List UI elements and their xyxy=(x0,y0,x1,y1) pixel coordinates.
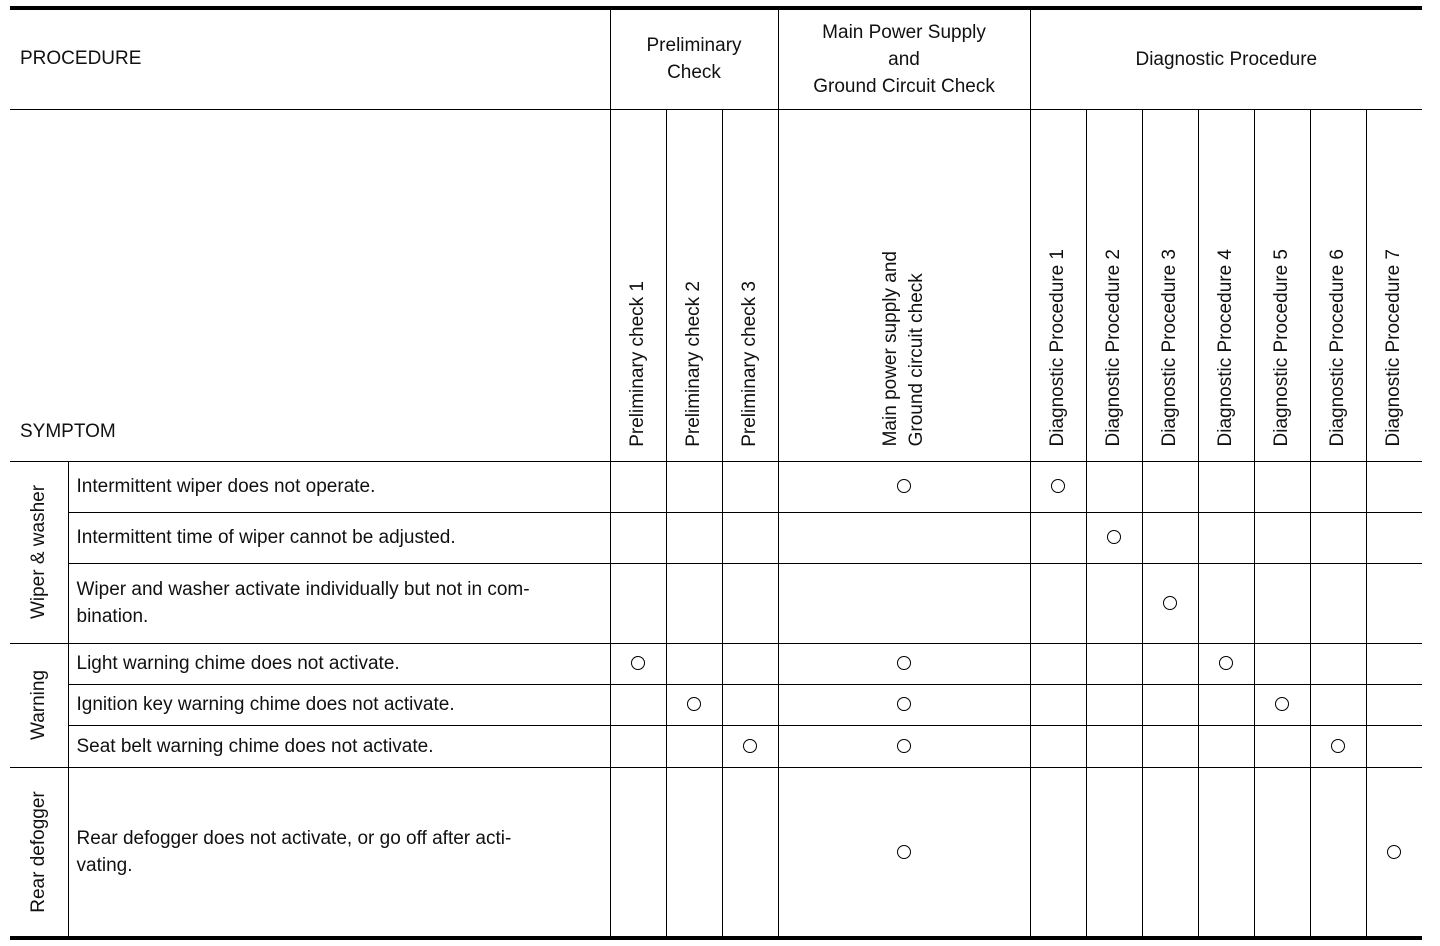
column-header-row xyxy=(10,109,1422,461)
column-header-dp4 xyxy=(1198,109,1254,461)
circle-mark-icon xyxy=(897,697,911,711)
check-cell xyxy=(1030,461,1086,512)
check-cell xyxy=(1310,563,1366,643)
check-cell xyxy=(1086,767,1142,938)
table-row xyxy=(10,643,1422,684)
check-cell xyxy=(1030,563,1086,643)
circle-mark-icon xyxy=(1219,656,1233,670)
circle-mark-icon xyxy=(1107,530,1121,544)
check-cell xyxy=(1142,767,1198,938)
circle-mark-icon xyxy=(1331,739,1345,753)
preliminary-check-header: Preliminary Check xyxy=(610,8,778,109)
check-cell xyxy=(722,643,778,684)
check-cell xyxy=(1030,643,1086,684)
column-header-dp1 xyxy=(1030,109,1086,461)
check-cell xyxy=(1198,643,1254,684)
column-header-label: Diagnostic Procedure 5 xyxy=(1271,249,1293,447)
check-cell xyxy=(1310,461,1366,512)
check-cell xyxy=(778,563,1030,643)
check-cell xyxy=(610,461,666,512)
column-header-dp2 xyxy=(1086,109,1142,461)
check-cell xyxy=(1030,767,1086,938)
symptom-cell: Rear defogger does not activate, or go off after acti- vating. xyxy=(68,767,610,938)
group-label-text: Rear defogger xyxy=(27,791,49,913)
column-header-label: Diagnostic Procedure 4 xyxy=(1215,249,1237,447)
check-cell xyxy=(1142,684,1198,725)
symptom-cell: Ignition key warning chime does not activate. xyxy=(68,684,610,725)
column-header-label: Diagnostic Procedure 1 xyxy=(1047,249,1069,447)
procedure-label: PROCEDURE xyxy=(10,8,610,109)
check-cell xyxy=(1254,643,1310,684)
table-row xyxy=(10,767,1422,938)
column-header-label: Preliminary check 3 xyxy=(739,280,761,447)
column-header-dp5 xyxy=(1254,109,1310,461)
group-label-text: Warning xyxy=(27,669,49,741)
table-row xyxy=(10,461,1422,512)
check-cell xyxy=(666,563,722,643)
check-cell xyxy=(778,684,1030,725)
check-cell xyxy=(1366,512,1422,563)
check-cell xyxy=(610,767,666,938)
symptom-cell: Wiper and washer activate individually but not in com- bination. xyxy=(68,563,610,643)
check-cell xyxy=(1198,684,1254,725)
check-cell xyxy=(1142,461,1198,512)
check-cell xyxy=(722,684,778,725)
check-cell xyxy=(1086,461,1142,512)
column-header-dp3 xyxy=(1142,109,1198,461)
check-cell xyxy=(1142,725,1198,767)
check-cell xyxy=(1366,684,1422,725)
symptom-label: SYMPTOM xyxy=(10,109,610,461)
check-cell xyxy=(610,563,666,643)
column-header-dp7 xyxy=(1366,109,1422,461)
check-cell xyxy=(1086,725,1142,767)
check-cell xyxy=(610,684,666,725)
check-cell xyxy=(778,461,1030,512)
check-cell xyxy=(722,461,778,512)
check-cell xyxy=(1254,461,1310,512)
group-label-wiper xyxy=(10,461,68,643)
check-cell xyxy=(666,512,722,563)
check-cell xyxy=(1310,643,1366,684)
check-cell xyxy=(722,767,778,938)
check-cell xyxy=(1254,512,1310,563)
check-cell xyxy=(722,563,778,643)
check-cell xyxy=(1030,725,1086,767)
check-cell xyxy=(1254,767,1310,938)
check-cell xyxy=(778,767,1030,938)
check-cell xyxy=(1198,767,1254,938)
check-cell xyxy=(1086,512,1142,563)
check-cell xyxy=(666,725,722,767)
check-cell xyxy=(722,512,778,563)
check-cell xyxy=(1086,684,1142,725)
check-cell xyxy=(1086,643,1142,684)
circle-mark-icon xyxy=(1163,596,1177,610)
column-header-dp6 xyxy=(1310,109,1366,461)
symptom-cell: Intermittent time of wiper cannot be adjusted. xyxy=(68,512,610,563)
column-header-label: Preliminary check 2 xyxy=(683,280,704,447)
check-cell xyxy=(666,684,722,725)
check-cell xyxy=(1198,512,1254,563)
check-cell xyxy=(1310,725,1366,767)
check-cell xyxy=(1030,684,1086,725)
check-cell xyxy=(1086,563,1142,643)
table-row xyxy=(10,563,1422,643)
check-cell xyxy=(1366,725,1422,767)
column-header-label: Diagnostic Procedure 6 xyxy=(1327,249,1349,447)
check-cell xyxy=(722,725,778,767)
check-cell xyxy=(1310,684,1366,725)
column-header-pc2 xyxy=(666,109,722,461)
check-cell xyxy=(1366,461,1422,512)
check-cell xyxy=(1254,684,1310,725)
column-header-mp xyxy=(778,109,1030,461)
table-row xyxy=(10,725,1422,767)
group-label-text: Wiper & washer xyxy=(27,484,49,620)
check-cell xyxy=(666,643,722,684)
symptom-cell: Intermittent wiper does not operate. xyxy=(68,461,610,512)
group-label-defogger xyxy=(10,767,68,938)
column-header-label: Diagnostic Procedure 7 xyxy=(1383,249,1405,447)
check-cell xyxy=(778,725,1030,767)
check-cell xyxy=(1198,725,1254,767)
main-power-header: Main Power Supply and Ground Circuit Check xyxy=(778,8,1030,109)
circle-mark-icon xyxy=(897,845,911,859)
check-cell xyxy=(666,767,722,938)
check-cell xyxy=(1142,643,1198,684)
check-cell xyxy=(1366,767,1422,938)
column-header-label: Preliminary check 1 xyxy=(627,280,648,447)
circle-mark-icon xyxy=(1051,479,1065,493)
check-cell xyxy=(1310,767,1366,938)
check-cell xyxy=(1254,725,1310,767)
circle-mark-icon xyxy=(631,656,645,670)
check-cell xyxy=(778,643,1030,684)
circle-mark-icon xyxy=(897,656,911,670)
column-header-pc1 xyxy=(610,109,666,461)
circle-mark-icon xyxy=(1387,845,1401,859)
circle-mark-icon xyxy=(1275,697,1289,711)
diagnostic-procedure-header: Diagnostic Procedure xyxy=(1030,8,1422,109)
check-cell xyxy=(1310,512,1366,563)
group-header-row xyxy=(10,8,1422,109)
column-header-label: Diagnostic Procedure 2 xyxy=(1103,249,1125,447)
check-cell xyxy=(610,725,666,767)
check-cell xyxy=(1366,643,1422,684)
check-cell xyxy=(1198,563,1254,643)
group-label-warning xyxy=(10,643,68,767)
check-cell xyxy=(778,512,1030,563)
column-header-label: Diagnostic Procedure 3 xyxy=(1159,249,1181,447)
check-cell xyxy=(1366,563,1422,643)
check-cell xyxy=(1254,563,1310,643)
check-cell xyxy=(1030,512,1086,563)
circle-mark-icon xyxy=(687,697,701,711)
column-header-pc3 xyxy=(722,109,778,461)
check-cell xyxy=(1142,563,1198,643)
symptom-procedure-table xyxy=(10,6,1422,940)
check-cell xyxy=(610,643,666,684)
check-cell xyxy=(1198,461,1254,512)
circle-mark-icon xyxy=(743,739,757,753)
table-row xyxy=(10,684,1422,725)
circle-mark-icon xyxy=(897,479,911,493)
symptom-cell: Seat belt warning chime does not activate. xyxy=(68,725,610,767)
check-cell xyxy=(610,512,666,563)
circle-mark-icon xyxy=(897,739,911,753)
symptom-cell: Light warning chime does not activate. xyxy=(68,643,610,684)
column-header-label: Main power supply and Ground circuit check xyxy=(880,251,928,447)
check-cell xyxy=(1142,512,1198,563)
table-row xyxy=(10,512,1422,563)
check-cell xyxy=(666,461,722,512)
